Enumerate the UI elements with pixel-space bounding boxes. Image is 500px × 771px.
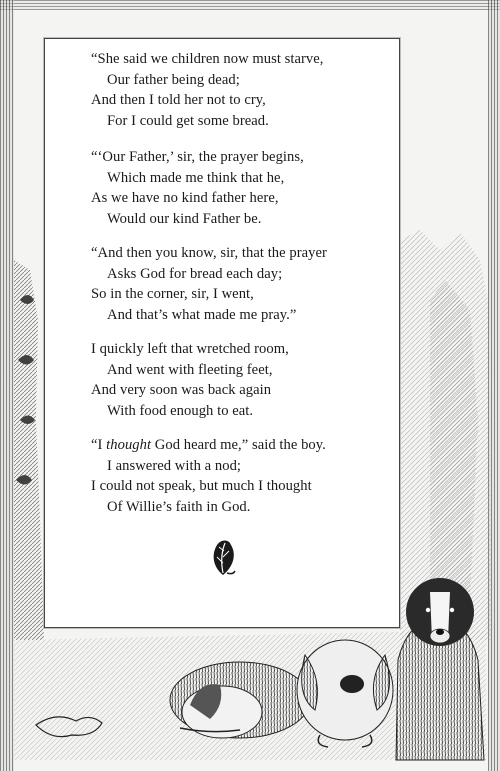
poem-line: And that’s what made me pray.” <box>107 306 297 323</box>
trees-right <box>400 230 492 640</box>
poem-line: “I thought God heard me,” said the boy. <box>91 437 326 453</box>
poem-line: And went with fleeting feet, <box>107 361 273 378</box>
poem-line: I quickly left that wretched room, <box>91 341 289 357</box>
poem-line: As we have no kind father here, <box>91 190 279 206</box>
poem-line: I answered with a nod; <box>107 457 242 474</box>
sitting-puppy <box>396 578 484 760</box>
poem-line: I could not speak, but much I thought <box>91 478 312 494</box>
stanza-5 <box>91 435 391 517</box>
foliage-left <box>14 260 44 640</box>
stanza-2 <box>91 147 391 229</box>
poem-line: Our father being dead; <box>107 71 240 88</box>
leaf-ornament-icon <box>209 537 237 577</box>
poem-line: Of Willie’s faith in God. <box>107 498 251 515</box>
poem-panel <box>44 38 400 628</box>
poem-line: Asks God for bread each day; <box>107 265 283 282</box>
poem-line: “And then you know, sir, that the prayer <box>91 245 327 261</box>
poem-line: “She said we children now must starve, <box>91 51 324 67</box>
poem-line: And very soon was back again <box>91 382 272 398</box>
sleeping-puppy <box>170 662 310 738</box>
poem-line: With food enough to eat. <box>107 402 254 419</box>
poem-line: For I could get some bread. <box>107 112 269 129</box>
stanza-4 <box>91 339 391 421</box>
poem-line: And then I told her not to cry, <box>91 92 266 108</box>
poem-line: Would our kind Father be. <box>107 210 262 227</box>
poem-line: So in the corner, sir, I went, <box>91 286 254 302</box>
stanza-1 <box>91 49 391 131</box>
poem-line: Which made me think that he, <box>107 169 285 186</box>
poem-line: “‘Our Father,’ sir, the prayer begins, <box>91 149 304 165</box>
stanza-3 <box>91 243 391 325</box>
